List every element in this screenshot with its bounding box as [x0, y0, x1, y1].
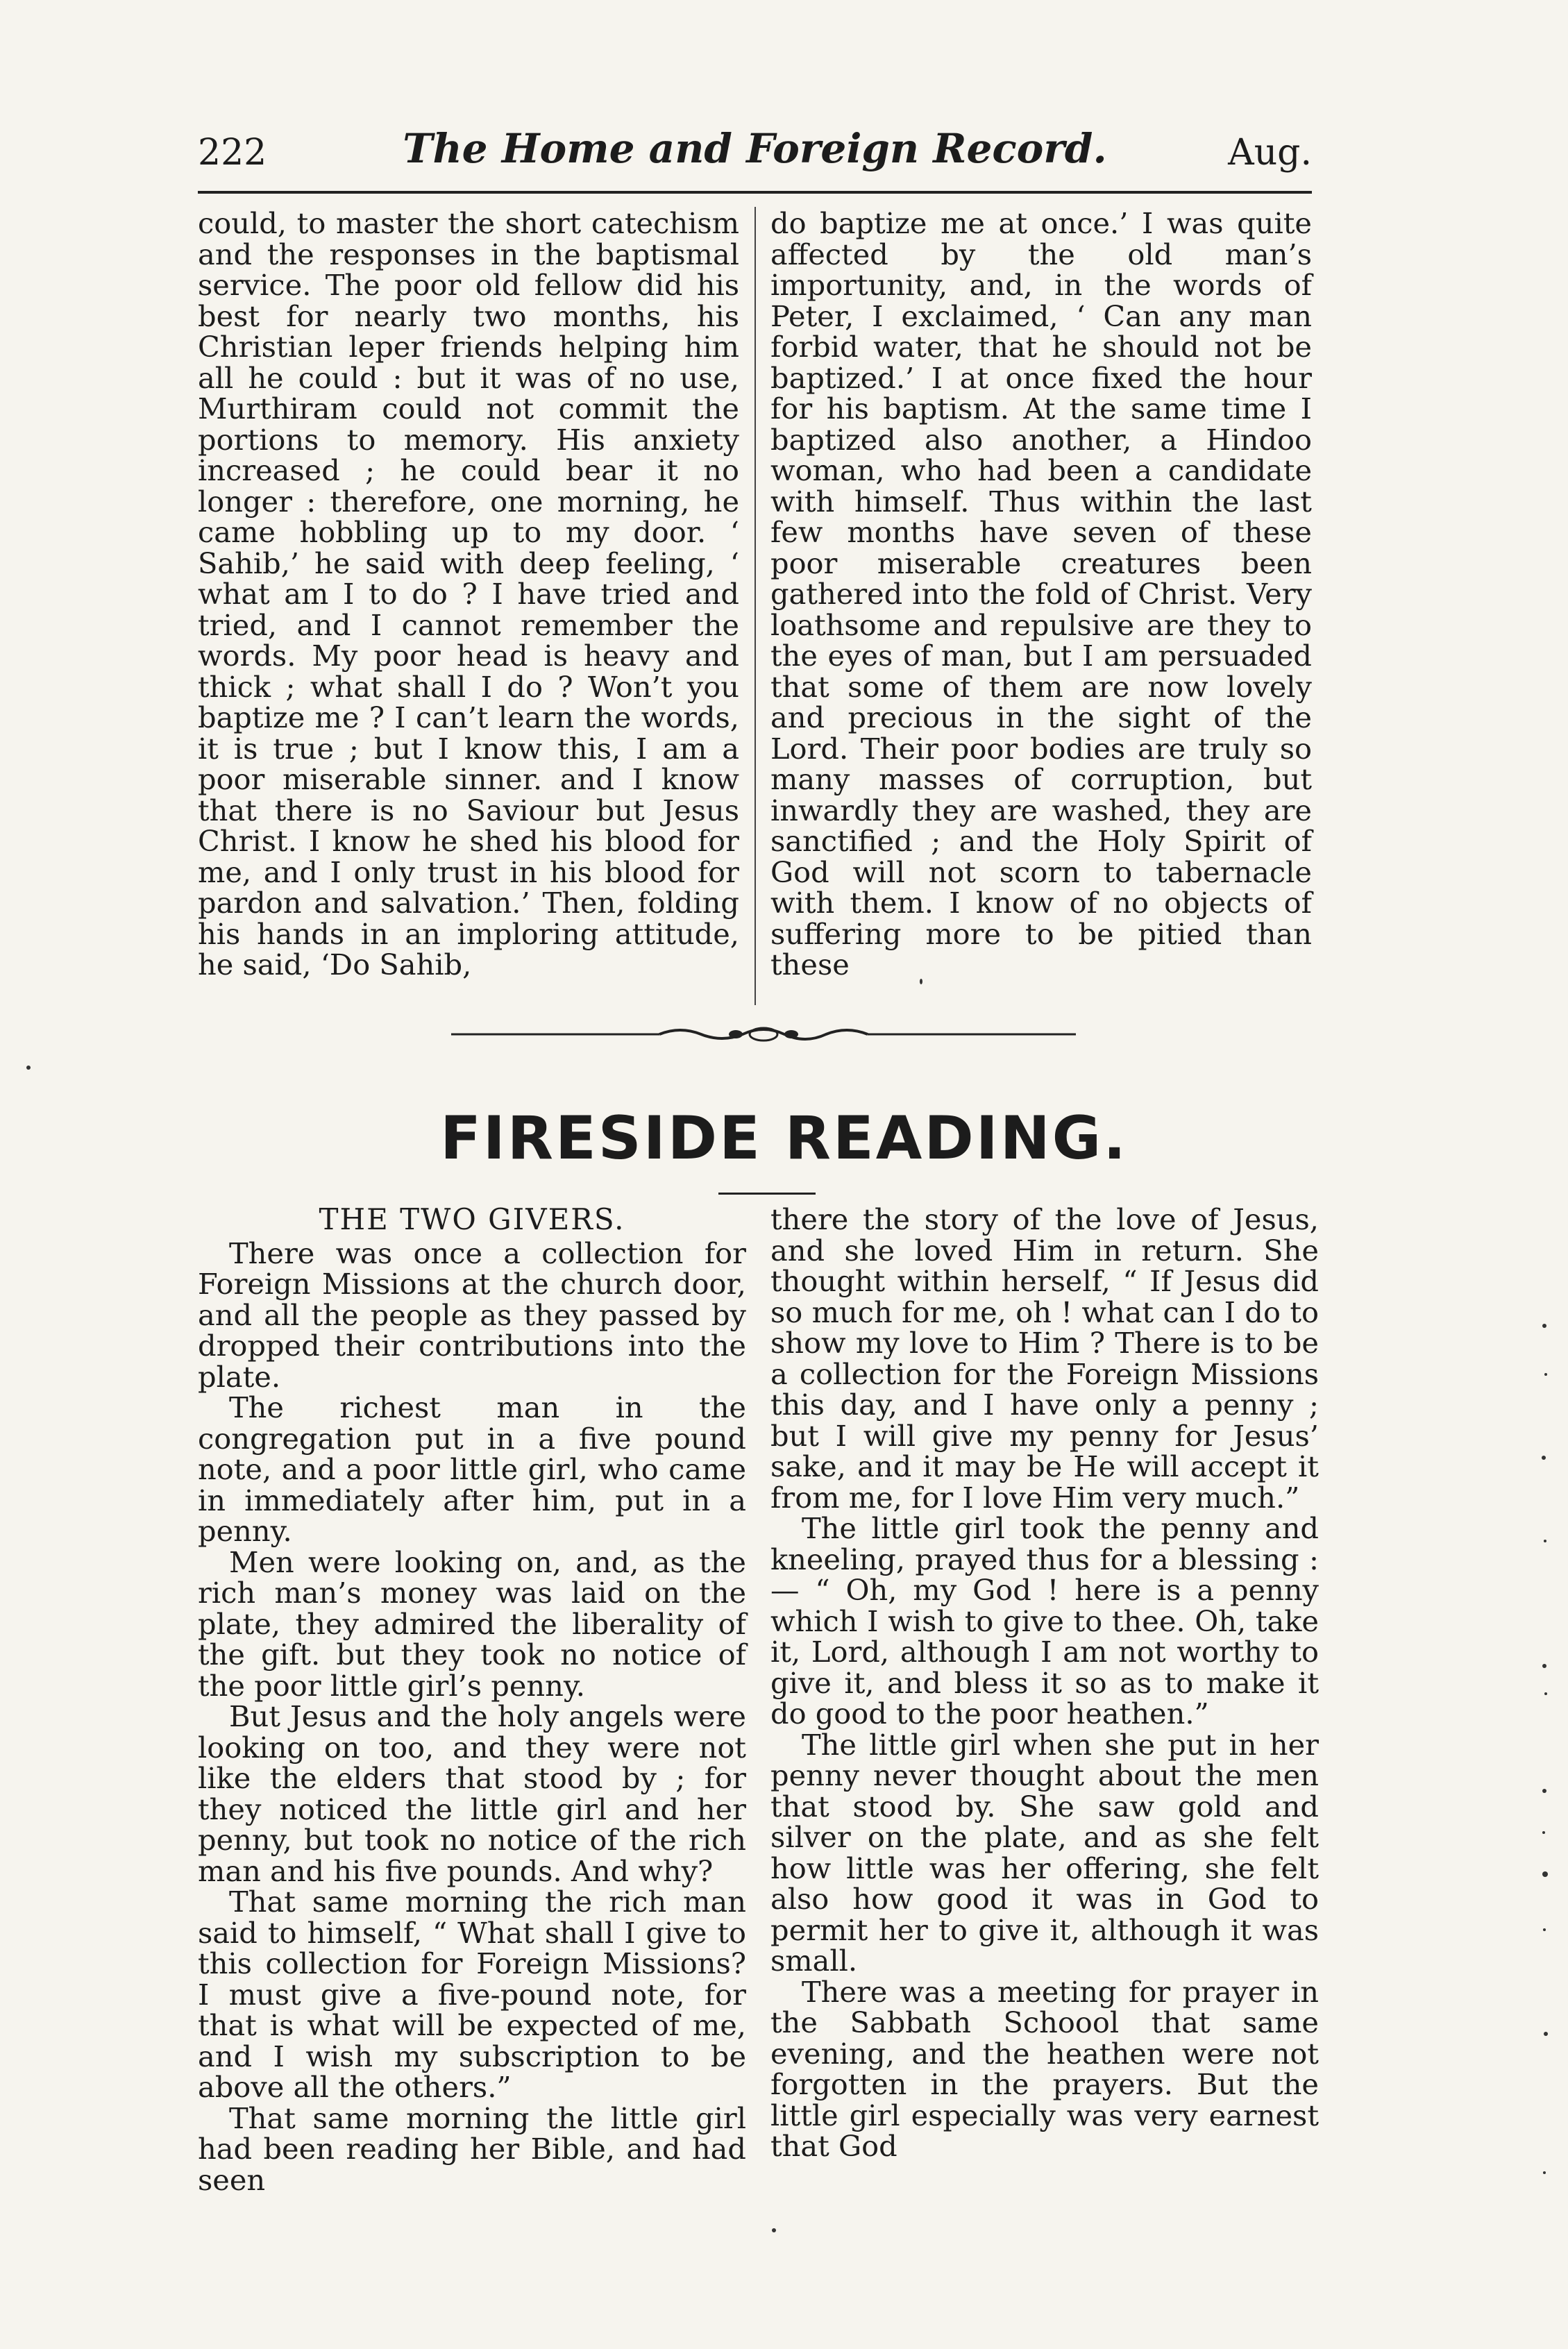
paragraph: The richest man in the congregation put in a five pound note, and a poor little girl, who came in immediately after him, put in a penny.: [198, 1390, 746, 1548]
paragraph: There was once a collection for Foreign Missions at the church door, and all the people as they passed by dropped their contributions into the plate.: [198, 1236, 746, 1394]
title-rule: [718, 1193, 816, 1195]
running-header: [198, 125, 1312, 187]
upper-left-column: [198, 208, 739, 981]
print-speck: [920, 979, 922, 984]
article-title: THE TWO GIVERS.: [319, 1202, 625, 1236]
upper-right-text: do baptize me at once.’ I was quite affected by the old man’s importunity, and, in the words of Peter, I exclaimed, ‘ Can any man forbid water, that he should not be baptized.’ I at once fixed the hour for his baptism. At the same time I baptized also another, a Hindoo woman, who had been a candidate with himself. Thus within the last few months have seven of these poor miserable creatures been gathered into the fold of Christ. Very loathsome and repulsive are they to the eyes of man, but I am persuaded that some of them are now lovely and precious in the sight of the Lord. Their poor bodies are truly so many masses of corruption, but inwardly they are washed, they are sanctified ; and the Holy Spirit of God will not scorn to tabernacle with them. I know of no objects of suffering more to be pitied than these: [770, 206, 1312, 982]
paragraph: That same morning the rich man said to himself, “ What shall I give to this collection for Foreign Missions? I must give a five-pound note, for that is what will be expected of me, and I wish my subscription to be above all the others.”: [198, 1885, 746, 2104]
print-speck: [26, 1066, 31, 1070]
paragraph: That same morning the little girl had been reading her Bible, and had seen: [198, 2100, 746, 2197]
print-speck: [772, 2228, 776, 2232]
paragraph: The little girl when she put in her penny never thought about the men that stood by. She saw gold and silver on the plate, and as she felt how little was her offering, she felt also how good it was in God to permit her to give it, although it was small.: [770, 1727, 1319, 1978]
upper-right-column: [770, 208, 1312, 981]
paragraph: Men were looking on, and, as the rich man’s money was laid on the plate, they admired the liberality of the gift. but they took no notice of the poor little girl’s penny.: [198, 1544, 746, 1703]
header-rule: [198, 191, 1312, 194]
paragraph: There was a meeting for prayer in the Sabbath Schoool that same evening, and the heathen were not forgotten in the prayers. But the little girl especially was very earnest that God: [770, 1974, 1319, 2163]
running-title: The Home and Foreign Record.: [403, 125, 1107, 172]
page-number: 222: [198, 132, 267, 174]
lower-left-column: [198, 1204, 746, 2196]
section-title: FIRESIDE READING.: [440, 1104, 1128, 1173]
paragraph: But Jesus and the holy angels were looking on too, and they were not like the elders that stood by ; for they noticed the little girl and her penny, but took no notice of the rich man and his five pounds. And why?: [198, 1699, 746, 1888]
header-month: Aug.: [1228, 132, 1312, 174]
column-divider: [755, 207, 756, 1005]
ornamental-divider: [451, 1020, 1076, 1048]
paragraph: The little girl took the penny and kneeling, prayed thus for a blessing :— “ Oh, my God ! here is a penny which I wish to give to thee. Oh, take it, Lord, although I am not worthy to give it, and bless it so as to make it do good to the poor heathen.”: [770, 1511, 1319, 1731]
lower-right-column: [770, 1204, 1319, 2162]
paragraph: there the story of the love of Jesus, and she loved Him in return. She thought within herself, “ If Jesus did so much for me, oh ! what can I do to show my love to Him ? There is to be a collection for the Foreign Missions this day, and I have only a penny ; but I will give my penny for Jesus’ sake, and it may be He will accept it from me, for I love Him very much.”: [770, 1202, 1319, 1515]
page-edge-marks: [1537, 1305, 1551, 2235]
upper-left-text: could, to master the short catechism and the responses in the baptismal service. The poor old fellow did his best for nearly two months, his Christian leper friends helping him all he could : but it was of no use, Murthiram could not commit the portions to memory. His anxiety increased ; he could bear it no longer : therefore, one morning, he came hobbling up to my door. ‘ Sahib,’ he said with deep feeling, ‘ what am I to do ? I have tried and tried, and I cannot remember the words. My poor head is heavy and thick ; what shall I do ? Won’t you baptize me ? I can’t learn the words, it is true ; but I know this, I am a poor miserable sinner. and I know that there is no Saviour but Jesus Christ. I know he shed his blood for me, and I only trust in his blood for pardon and salvation.’ Then, folding his hands in an imploring attitude, he said, ‘Do Sahib,: [198, 206, 739, 982]
